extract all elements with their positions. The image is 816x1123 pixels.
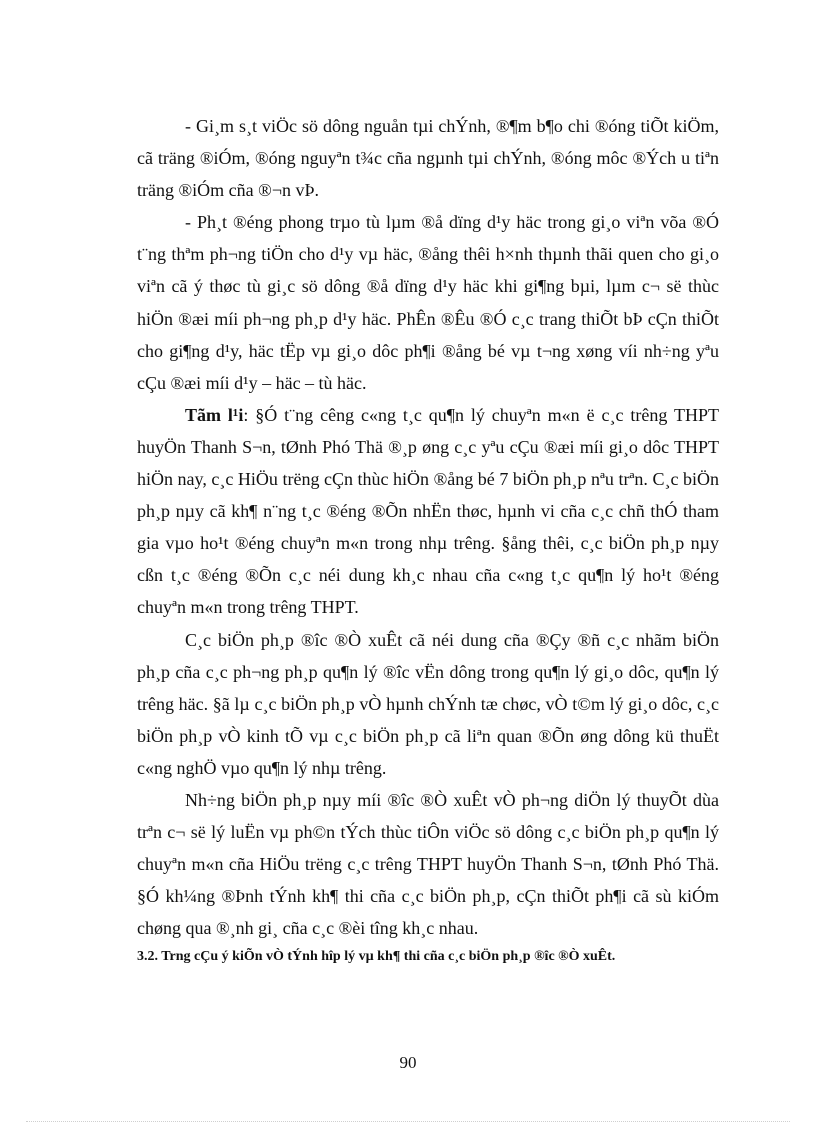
page-number: 90 bbox=[399, 1053, 417, 1072]
page-bottom-divider bbox=[26, 1121, 790, 1122]
paragraph-measures-content: C¸c biÖn ph¸p ®îc ®Ò xuÊt cã néi dung cña ®Çy ®ñ c¸c nhãm biÖn ph¸p cña c¸c ph¬ng ph¸p qu¶n lý ®îc vËn dông trong qu¶n lý gi¸o dôc, qu¶n lý trêng häc. §ã lµ c¸c biÖn ph¸p vÒ hµnh chÝnh tæ chøc, vÒ t©m lý gi¸o dôc, c¸c biÖn ph¸p vÒ kinh tÕ vµ c¸c biÖn ph¸p cã liªn quan ®Õn øng dông kü thuËt c«ng nghÖ vµo qu¶n lý nhµ trêng. bbox=[137, 629, 719, 778]
paragraph-teaching-aids: - Ph¸t ®éng phong trµo tù lµm ®å dïng d¹y häc trong gi¸o viªn võa ®Ó t¨ng thªm ph¬ng tiÖn cho d¹y vµ häc, ®ång thêi h×nh thµnh thãi quen cho gi¸o viªn cã ý thøc tù gi¸c sö dông ®å dïng d¹y häc khi gi¶ng bµi, lµm c¬ së thùc hiÖn ®æi míi ph¬ng ph¸p d¹y häc. PhÊn ®Êu ®Ó c¸c trang thiÕt bÞ cÇn thiÕt cho gi¶ng d¹y, häc tËp vµ gi¸o dôc ph¶i ®ång bé vµ t¬ng xøng víi nh÷ng yªu cÇu ®æi míi d¹y – häc – tù häc. bbox=[137, 212, 719, 393]
body-text bbox=[137, 110, 719, 970]
paragraph-finance-supervision: - Gi¸m s¸t viÖc sö dông nguån tµi chÝnh, ®¶m b¶o chi ®óng tiÕt kiÖm, cã träng ®iÓm, ®óng nguyªn t¾c cña ngµnh tµi chÝnh, ®óng môc ®Ých u tiªn träng ®iÓm cña ®¬n vÞ. bbox=[137, 116, 719, 201]
summary-label: Tãm l¹i bbox=[185, 404, 244, 425]
section-heading: 3.2. Trng cÇu ý kiÕn vÒ tÝnh hîp lý vµ kh¶ thi cña c¸c biÖn ph¸p ®îc ®Ò xuÊt. bbox=[137, 949, 616, 965]
paragraph-measures-theory: Nh÷ng biÖn ph¸p nµy míi ®îc ®Ò xuÊt vÒ ph¬ng diÖn lý thuyÕt dùa trªn c¬ së lý luËn vµ ph©n tÝch thùc tiÔn viÖc sö dông c¸c biÖn ph¸p qu¶n lý chuyªn m«n cña HiÖu trëng c¸c trêng THPT huyÖn Thanh S¬n, tØnh Phó Thä. §Ó kh¼ng ®Þnh tÝnh kh¶ thi cña c¸c biÖn ph¸p, cÇn thiÕt ph¶i cã sù kiÓm chøng qua ®¸nh gi¸ cña c¸c ®èi tîng kh¸c nhau. bbox=[137, 789, 719, 939]
paragraph-summary bbox=[137, 399, 719, 624]
summary-text: : §Ó t¨ng cêng c«ng t¸c qu¶n lý chuyªn m«n ë c¸c trêng THPT huyÖn Thanh S¬n, tØnh Phó Thä ®¸p øng c¸c yªu cÇu ®æi míi gi¸o dôc THPT hiÖn nay, c¸c HiÖu trëng cÇn thùc hiÖn ®ång bé 7 biÖn ph¸p nªu trªn. C¸c biÖn ph¸p nµy cã kh¶ n¨ng t¸c ®éng ®Õn nhËn thøc, hµnh vi cña c¸c chñ thÓ tham gia vµo ho¹t ®éng chuyªn m«n trong nhµ trêng. §ång thêi, c¸c biÖn ph¸p nµy cßn t¸c ®éng ®Õn c¸c néi dung kh¸c nhau cña c«ng t¸c qu¶n lý ho¹t ®éng chuyªn m«n trong trêng THPT. bbox=[137, 404, 719, 618]
